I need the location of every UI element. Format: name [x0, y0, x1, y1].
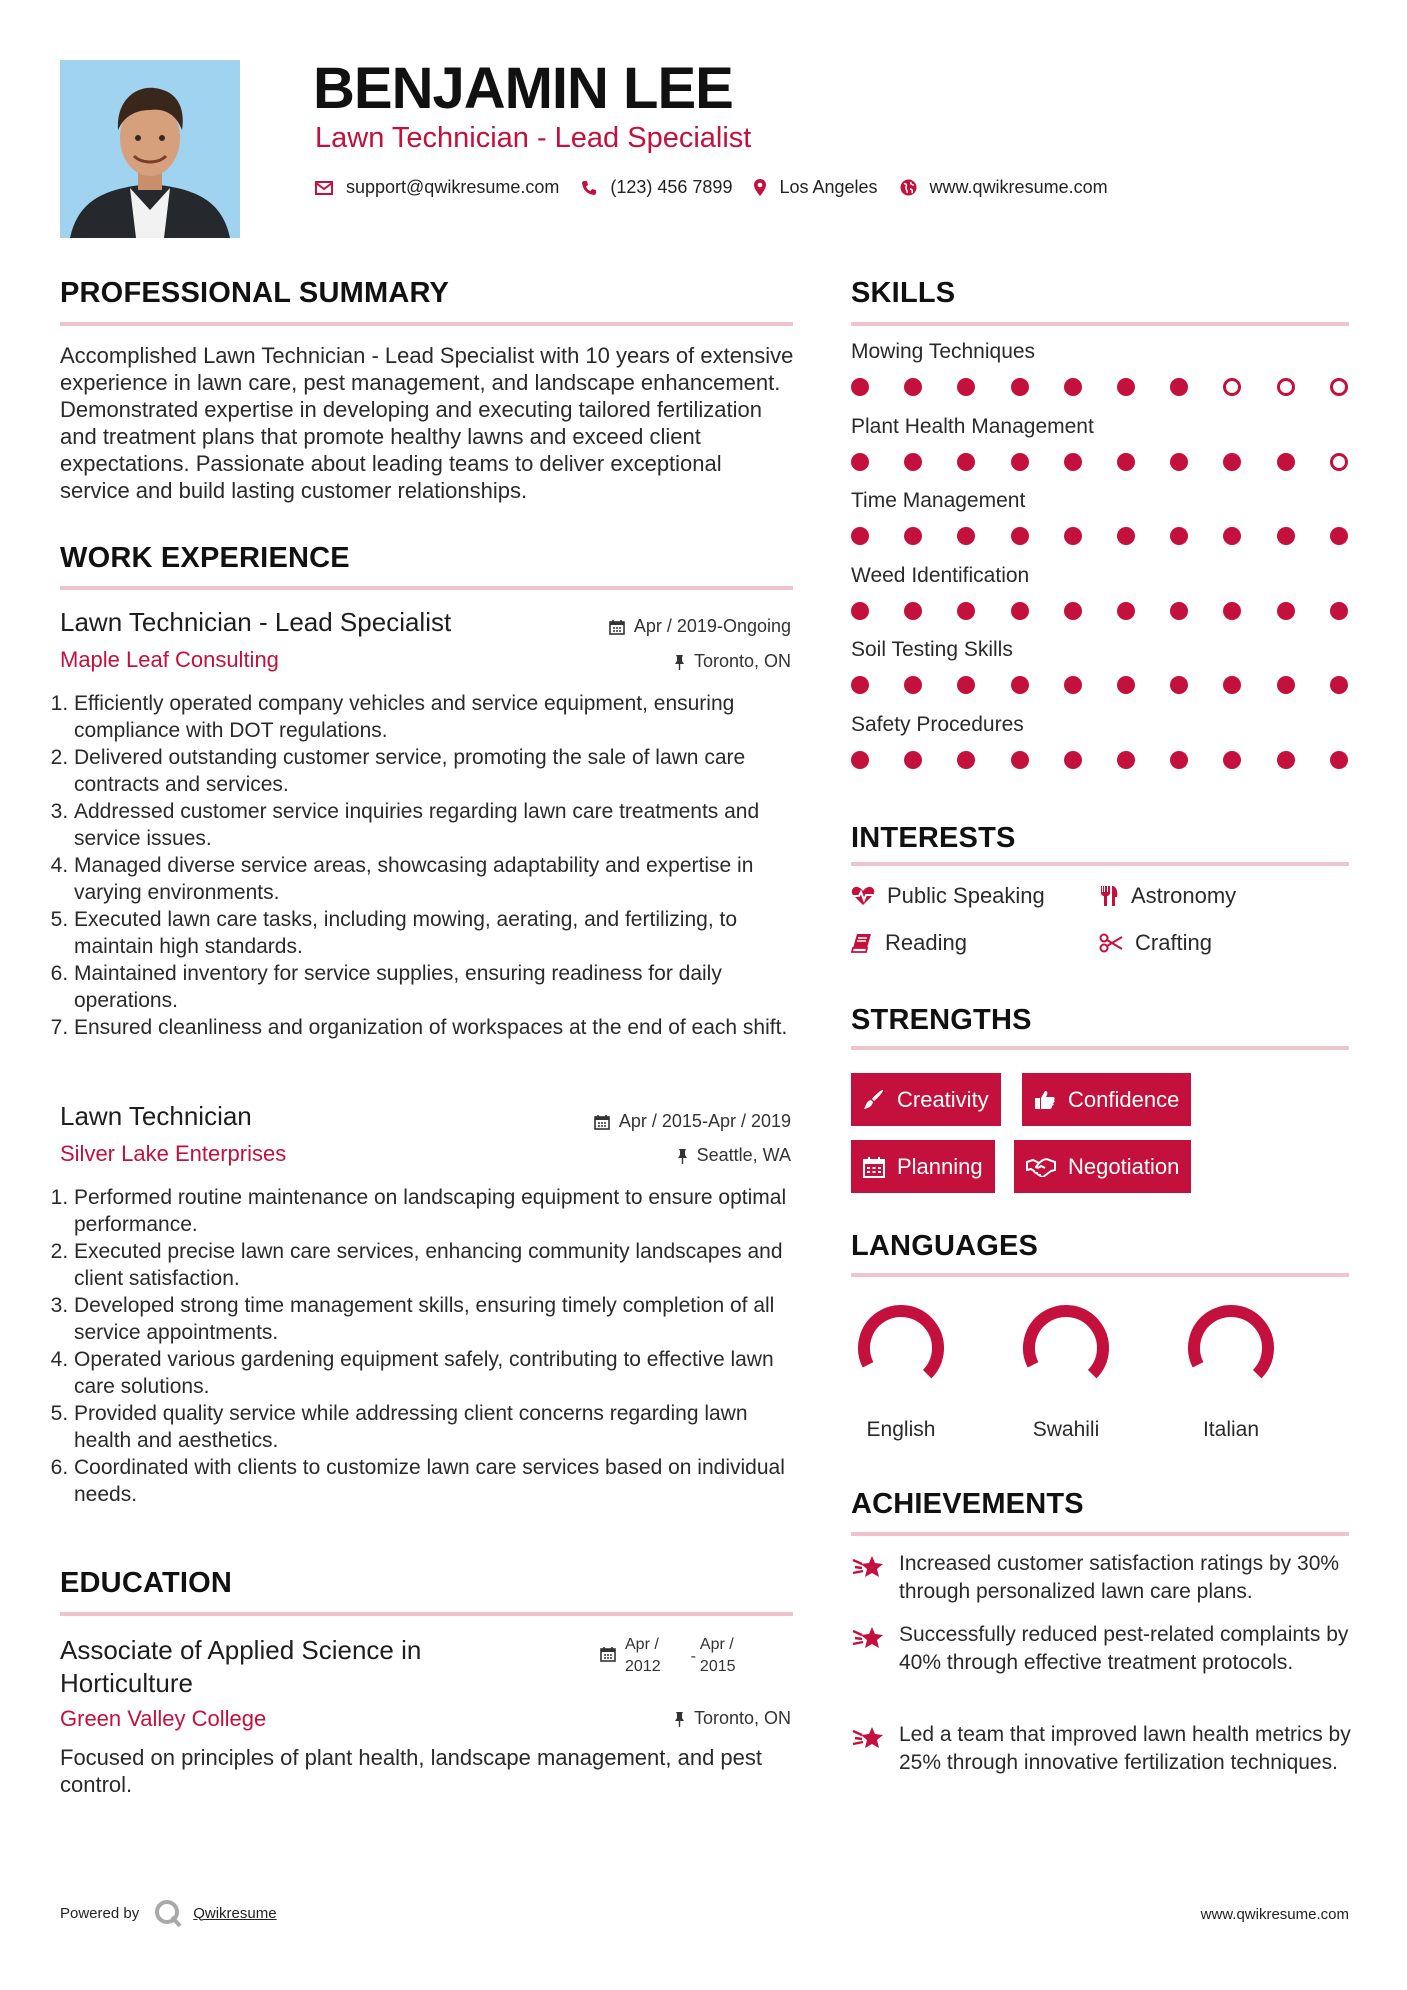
- interest-label: Public Speaking: [887, 883, 1045, 908]
- job-duties-list: [56, 690, 796, 1041]
- rating-dot-filled: [1170, 751, 1188, 769]
- job-dates: [609, 616, 791, 637]
- skill-rating: [851, 750, 1349, 770]
- envelope-icon: [315, 181, 333, 195]
- list-item: 4. Managed diverse service areas, showcasing adaptability and expertise in varying environments.: [74, 852, 796, 906]
- rating-dot-filled: [1277, 453, 1295, 471]
- list-item: 2. Executed precise lawn care services, enhancing community landscapes and client satisfaction.: [74, 1238, 796, 1292]
- contact-location: [754, 177, 877, 198]
- candidate-name: BENJAMIN LEE: [313, 56, 733, 121]
- list-item: 3. Developed strong time management skills, ensuring timely completion of all service appointments.: [74, 1292, 796, 1346]
- rating-dot-filled: [851, 378, 869, 396]
- job-dates-text: Apr / 2015-Apr / 2019: [618, 1111, 791, 1131]
- education-divider: [60, 1612, 793, 1616]
- strength-label: Creativity: [897, 1086, 989, 1112]
- interest-item: [1099, 883, 1236, 909]
- rating-dot-empty: [1330, 453, 1348, 471]
- list-item: 5. Executed lawn care tasks, including mowing, aerating, and fertilizing, to maintain high standards.: [74, 906, 796, 960]
- pushpin-icon: [674, 1711, 685, 1727]
- rating-dot-filled: [1117, 453, 1135, 471]
- location-text: Los Angeles: [779, 177, 878, 197]
- company-name: Silver Lake Enterprises: [60, 1141, 287, 1166]
- pushpin-icon: [677, 1148, 688, 1164]
- rating-dot-filled: [1011, 378, 1029, 396]
- strength-badge: [1022, 1073, 1191, 1126]
- interest-label: Reading: [885, 930, 967, 955]
- rating-dot-filled: [1064, 378, 1082, 396]
- education-start-month: Apr /: [625, 1636, 659, 1653]
- achievement-text: Increased customer satisfaction ratings by 30% through personalized lawn care plans.: [899, 1552, 1340, 1603]
- rating-dot-filled: [904, 453, 922, 471]
- education-start-year: 2012: [625, 1658, 661, 1675]
- interest-item: [1099, 930, 1212, 956]
- calendar-icon: [600, 1646, 616, 1662]
- rating-dot-filled: [1064, 751, 1082, 769]
- strengths-divider: [851, 1046, 1349, 1050]
- phone-text: (123) 456 7899: [610, 177, 733, 197]
- interests-heading: INTERESTS: [851, 822, 1016, 854]
- education-end-year: 2015: [699, 1658, 736, 1675]
- language-gauge: [1016, 1298, 1116, 1398]
- rating-dot-filled: [1277, 602, 1295, 620]
- language-gauge-arc: [1194, 1311, 1268, 1374]
- education-location-text: Toronto, ON: [693, 1708, 791, 1728]
- list-item: 6. Coordinated with clients to customize lawn care services based on individual needs.: [74, 1454, 796, 1508]
- language-name: Swahili: [1032, 1418, 1100, 1441]
- shooting-star-icon: [851, 1623, 885, 1651]
- scissors-icon: [1099, 933, 1123, 953]
- globe-icon: [900, 179, 917, 196]
- footer-powered-by: [60, 1898, 277, 1928]
- interests-divider: [851, 862, 1349, 866]
- achievement-item: [851, 1621, 1351, 1677]
- thumbs-up-icon: [1034, 1089, 1056, 1111]
- language-gauge-arc: [1029, 1311, 1103, 1374]
- achievement-item: [851, 1721, 1351, 1777]
- rating-dot-filled: [904, 676, 922, 694]
- contact-website[interactable]: [900, 177, 1108, 198]
- summary-divider: [60, 322, 793, 326]
- rating-dot-filled: [1170, 676, 1188, 694]
- interest-label: Astronomy: [1131, 883, 1237, 908]
- calendar-icon: [863, 1156, 885, 1178]
- rating-dot-filled: [851, 527, 869, 545]
- rating-dot-filled: [1117, 751, 1135, 769]
- language-gauge: [1181, 1298, 1281, 1398]
- rating-dot-filled: [1223, 527, 1241, 545]
- map-marker-icon: [754, 179, 766, 196]
- powered-by-text: Powered by: [60, 1904, 140, 1922]
- rating-dot-filled: [904, 527, 922, 545]
- portrait-image: [60, 60, 240, 238]
- contact-phone[interactable]: [581, 177, 732, 198]
- handshake-icon: [1026, 1157, 1056, 1177]
- job-title: Lawn Technician: [60, 1101, 252, 1131]
- achievement-text: Successfully reduced pest-related complaints by 40% through effective treatment protocols.: [899, 1623, 1349, 1674]
- achievement-item: [851, 1550, 1351, 1606]
- rating-dot-filled: [851, 676, 869, 694]
- strength-label: Planning: [897, 1153, 983, 1179]
- language-gauge-arc: [864, 1311, 938, 1374]
- rating-dot-filled: [1223, 751, 1241, 769]
- profile-photo: [60, 60, 240, 238]
- education-description: Focused on principles of plant health, landscape management, and pest control.: [60, 1745, 763, 1797]
- education-end-month: Apr /: [699, 1636, 734, 1653]
- strength-label: Confidence: [1068, 1086, 1180, 1112]
- languages-heading: LANGUAGES: [851, 1230, 1039, 1262]
- rating-dot-empty: [1277, 378, 1295, 396]
- language-item: [1006, 1298, 1126, 1442]
- rating-dot-filled: [1223, 453, 1241, 471]
- rating-dot-filled: [1170, 453, 1188, 471]
- summary-heading: PROFESSIONAL SUMMARY: [60, 277, 450, 309]
- skill-label: Safety Procedures: [851, 712, 1024, 736]
- rating-dot-filled: [904, 378, 922, 396]
- contact-bar: [315, 177, 1130, 198]
- list-item: 5. Provided quality service while addressing client concerns regarding lawn health and aesthetics.: [74, 1400, 796, 1454]
- education-end: [700, 1634, 736, 1678]
- language-gauge: [851, 1298, 951, 1398]
- degree-line-2: Horticulture: [60, 1668, 193, 1698]
- skill-label: Weed Identification: [851, 563, 1030, 587]
- rating-dot-filled: [1330, 751, 1348, 769]
- skill-rating: [851, 601, 1349, 621]
- degree-title: [60, 1634, 421, 1700]
- email-text: support@qwikresume.com: [346, 177, 560, 197]
- rating-dot-filled: [1330, 602, 1348, 620]
- rating-dot-filled: [1117, 527, 1135, 545]
- rating-dot-filled: [1330, 527, 1348, 545]
- education-location: [674, 1708, 791, 1729]
- rating-dot-filled: [1117, 602, 1135, 620]
- footer-url[interactable]: www.qwikresume.com: [1200, 1906, 1349, 1923]
- rating-dot-filled: [1011, 453, 1029, 471]
- shooting-star-icon: [851, 1723, 885, 1751]
- rating-dot-filled: [1330, 676, 1348, 694]
- rating-dot-filled: [1170, 378, 1188, 396]
- language-name: English: [866, 1418, 936, 1441]
- job-title: Lawn Technician - Lead Specialist: [60, 607, 452, 637]
- rating-dot-filled: [1064, 602, 1082, 620]
- skills-heading: SKILLS: [851, 277, 956, 309]
- experience-divider: [60, 586, 793, 590]
- rating-dot-empty: [1223, 378, 1241, 396]
- job-dates: [594, 1111, 791, 1132]
- skill-rating: [851, 675, 1349, 695]
- rating-dot-filled: [957, 453, 975, 471]
- rating-dot-empty: [1330, 378, 1348, 396]
- utensils-icon: [1099, 885, 1119, 907]
- list-item: 7. Ensured cleanliness and organization of workspaces at the end of each shift.: [74, 1014, 796, 1041]
- list-item: 1. Performed routine maintenance on landscaping equipment to ensure optimal performance.: [74, 1184, 796, 1238]
- book-icon: [851, 933, 873, 953]
- rating-dot-filled: [957, 676, 975, 694]
- interest-item: [851, 930, 967, 956]
- languages-divider: [851, 1273, 1349, 1277]
- list-item: 1. Efficiently operated company vehicles and service equipment, ensuring compliance with DOT regulations.: [74, 690, 796, 744]
- rating-dot-filled: [1011, 602, 1029, 620]
- rating-dot-filled: [851, 751, 869, 769]
- calendar-icon: [609, 619, 625, 635]
- rating-dot-filled: [1064, 676, 1082, 694]
- skill-label: Mowing Techniques: [851, 340, 1036, 363]
- education-dates: [600, 1634, 736, 1678]
- job-dates-text: Apr / 2019-Ongoing: [633, 616, 791, 636]
- rating-dot-filled: [957, 527, 975, 545]
- rating-dot-filled: [1011, 676, 1029, 694]
- school-name: Green Valley College: [60, 1706, 267, 1731]
- calendar-icon: [594, 1114, 610, 1130]
- skill-rating: [851, 452, 1349, 472]
- rating-dot-filled: [904, 751, 922, 769]
- achievements-divider: [851, 1532, 1349, 1536]
- strength-label: Negotiation: [1068, 1153, 1180, 1179]
- job-location: [677, 1145, 791, 1166]
- phone-icon: [581, 180, 597, 196]
- rating-dot-filled: [1170, 527, 1188, 545]
- language-item: [1171, 1298, 1291, 1442]
- rating-dot-filled: [1117, 378, 1135, 396]
- paintbrush-icon: [863, 1089, 885, 1111]
- experience-heading: WORK EXPERIENCE: [60, 542, 350, 574]
- brand-link[interactable]: Qwikresume: [193, 1904, 277, 1922]
- rating-dot-filled: [1011, 527, 1029, 545]
- rating-dot-filled: [1277, 527, 1295, 545]
- summary-text: Accomplished Lawn Technician - Lead Specialist with 10 years of extensive experience in lawn care, pest management, and landscape enhancement. Demonstrated expertise in developing and executing tailored fertilization and treatment plans that promote healthy lawns and exceed client expectations. Passionate about leading teams to deliver exceptional service and build lasting customer relationships.: [60, 343, 794, 503]
- list-item: 4. Operated various gardening equipment safely, contributing to effective lawn care solutions.: [74, 1346, 796, 1400]
- qwikresume-logo-icon: [153, 1898, 183, 1928]
- heartbeat-icon: [851, 886, 875, 906]
- job-location-text: Seattle, WA: [696, 1145, 791, 1165]
- strength-badge: [851, 1140, 995, 1193]
- list-item: 2. Delivered outstanding customer service, promoting the sale of lawn care contracts and services.: [74, 744, 796, 798]
- education-heading: EDUCATION: [60, 1567, 233, 1599]
- shooting-star-icon: [851, 1552, 885, 1580]
- achievement-text: Led a team that improved lawn health metrics by 25% through innovative fertilization techniques.: [899, 1723, 1351, 1774]
- skills-divider: [851, 322, 1349, 326]
- rating-dot-filled: [851, 602, 869, 620]
- strengths-heading: STRENGTHS: [851, 1004, 1032, 1036]
- rating-dot-filled: [1277, 676, 1295, 694]
- company-name: Maple Leaf Consulting: [60, 647, 279, 672]
- interest-label: Crafting: [1135, 930, 1213, 955]
- contact-email[interactable]: [315, 177, 559, 198]
- rating-dot-filled: [1064, 527, 1082, 545]
- rating-dot-filled: [851, 453, 869, 471]
- list-item: 6. Maintained inventory for service supplies, ensuring readiness for daily operations.: [74, 960, 796, 1014]
- language-item: [841, 1298, 961, 1442]
- job-location: [674, 651, 791, 672]
- rating-dot-filled: [1011, 751, 1029, 769]
- strength-badge: [1014, 1140, 1191, 1193]
- skill-rating: [851, 526, 1349, 546]
- education-start: [625, 1634, 661, 1678]
- skill-label: Time Management: [851, 489, 1026, 512]
- pushpin-icon: [674, 654, 685, 670]
- education-date-separator: -: [690, 1648, 696, 1665]
- skill-label: Soil Testing Skills: [851, 638, 1013, 661]
- skill-rating: [851, 377, 1349, 397]
- job-location-text: Toronto, ON: [693, 651, 791, 671]
- rating-dot-filled: [957, 751, 975, 769]
- language-name: Italian: [1202, 1418, 1260, 1441]
- interest-item: [851, 883, 1045, 909]
- job-duties-list: [56, 1184, 796, 1508]
- rating-dot-filled: [957, 378, 975, 396]
- rating-dot-filled: [1223, 602, 1241, 620]
- rating-dot-filled: [904, 602, 922, 620]
- candidate-title: Lawn Technician - Lead Specialist: [315, 122, 752, 154]
- degree-line-1: Associate of Applied Science in: [60, 1635, 422, 1665]
- list-item: 3. Addressed customer service inquiries regarding lawn care treatments and service issues.: [74, 798, 796, 852]
- rating-dot-filled: [1223, 676, 1241, 694]
- skill-label: Plant Health Management: [851, 414, 1094, 438]
- strength-badge: [851, 1073, 1001, 1126]
- rating-dot-filled: [1064, 453, 1082, 471]
- rating-dot-filled: [1170, 602, 1188, 620]
- website-text: www.qwikresume.com: [929, 177, 1108, 197]
- rating-dot-filled: [957, 602, 975, 620]
- rating-dot-filled: [1277, 751, 1295, 769]
- achievements-heading: ACHIEVEMENTS: [851, 1488, 1084, 1520]
- rating-dot-filled: [1117, 676, 1135, 694]
